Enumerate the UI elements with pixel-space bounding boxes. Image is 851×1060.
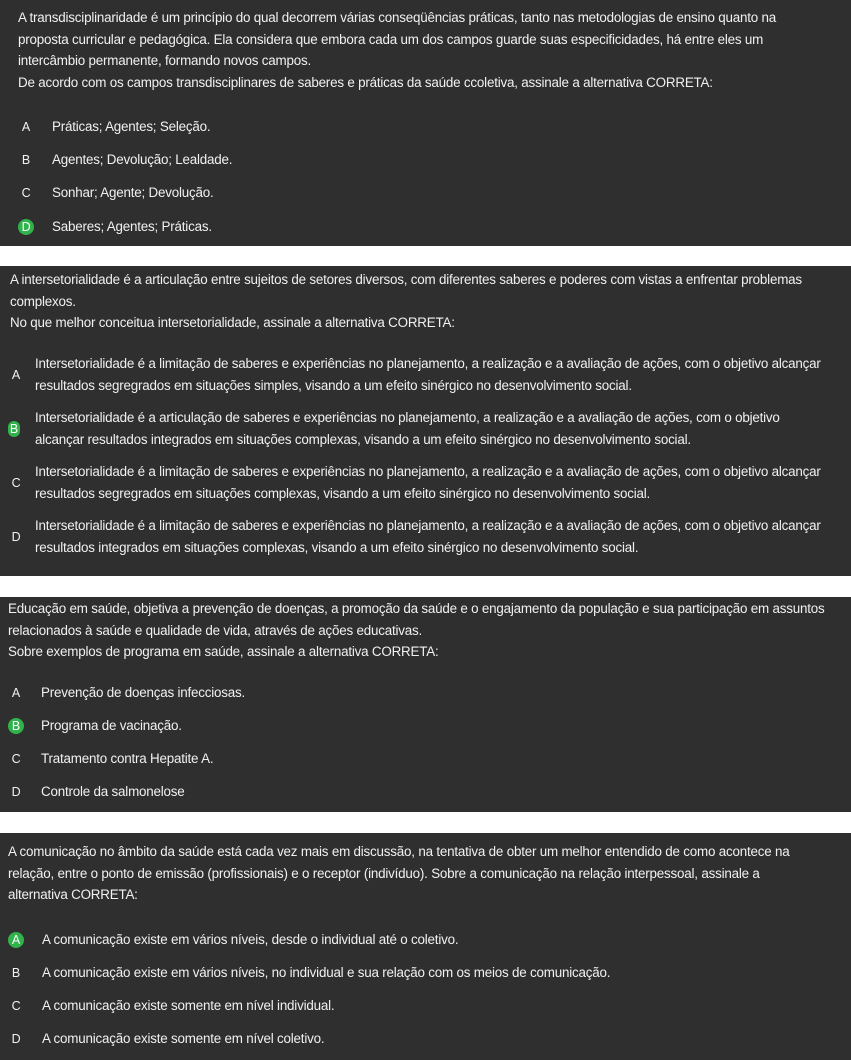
option-d[interactable]	[0, 515, 851, 559]
question-card-3	[0, 597, 851, 812]
question-text: A comunicação no âmbito da saúde está cada vez mais em discussão, na tentativa de obter um melhor entendido de como acontece na relação, entre o ponto de emissão (profissionais) e o receptor (indivíduo). Sobre a comunicação na relação interpessoal, assinale a alternativa CORRETA:	[8, 844, 790, 902]
option-letter: C	[11, 999, 21, 1013]
option-text: Saberes; Agentes; Práticas.	[52, 219, 212, 234]
question-text: A transdisciplinaridade é um princípio do qual decorrem várias conseqüências práticas, tanto nas metodologias de ensino quanto na proposta curricular e pedagógica. Ela considera que embora cada um dos campos guarde suas especificidades, há entre eles um intercâmbio permanente, formando novos campos. De acordo com os campos transdisciplinares de saberes e práticas da saúde ccoletiva, assinale a alternativa CORRETA:	[18, 10, 777, 90]
option-text: Intersetorialidade é a articulação de saberes e experiências no planejamento, a realização e a avaliação de ações, com o objetivo alcançar resultados integrados em situações complexas, visando a um efeito sinérgico no desenvolvimento social.	[35, 410, 780, 447]
option-c[interactable]	[0, 461, 851, 505]
option-letter: C	[11, 476, 21, 490]
option-text: A comunicação existe somente em nível individual.	[42, 998, 335, 1013]
option-letter: D	[11, 530, 21, 544]
option-text: Intersetorialidade é a limitação de saberes e experiências no planejamento, a realização e a avaliação de ações, com o objetivo alcançar resultados segregrados em situações complexas, visando a um efeito sinérgico no desenvolvimento social.	[35, 464, 821, 501]
option-text: Práticas; Agentes; Seleção.	[52, 119, 211, 134]
option-letter: C	[21, 186, 31, 200]
option-letter: D	[11, 785, 21, 799]
option-letter: A	[11, 686, 21, 700]
option-text: Sonhar; Agente; Devolução.	[52, 185, 214, 200]
option-letter: D	[11, 1032, 21, 1046]
question-card-1	[0, 0, 851, 246]
option-text: Intersetorialidade é a limitação de saberes e experiências no planejamento, a realização e a avaliação de ações, com o objetivo alcançar resultados segregrados em situações simples, visando a um efeito sinérgico no desenvolvimento social.	[35, 356, 821, 393]
correct-answer-badge: D	[18, 219, 34, 235]
option-b[interactable]	[0, 407, 851, 451]
correct-answer-badge: A	[8, 932, 24, 948]
correct-answer-badge: B	[8, 718, 24, 734]
option-text: Prevenção de doenças infecciosas.	[41, 685, 246, 700]
option-text: A comunicação existe somente em nível coletivo.	[42, 1031, 325, 1046]
question-card-4	[0, 833, 851, 1060]
question-text: Educação em saúde, objetiva a prevenção de doenças, a promoção da saúde e o engajamento da população e sua participação em assuntos relacionados à saúde e qualidade de vida, através de ações educativas. Sobre exemplos de programa em saúde, assinale a alternativa CORRETA:	[8, 601, 825, 659]
option-letter: B	[21, 153, 31, 167]
option-text: A comunicação existe em vários níveis, desde o individual até o coletivo.	[42, 932, 459, 947]
option-text: Intersetorialidade é a limitação de saberes e experiências no planejamento, a realização e a avaliação de ações, com o objetivo alcançar resultados integrados em situações complexas, visando a um efeito sinérgico no desenvolvimento social.	[35, 518, 821, 555]
correct-answer-badge: B	[9, 422, 19, 436]
option-text: Programa de vacinação.	[41, 718, 182, 733]
question-card-2	[0, 266, 851, 576]
question-text: A intersetorialidade é a articulação entre sujeitos de setores diversos, com diferentes saberes e poderes com vistas a enfrentar problemas complexos. No que melhor conceitua intersetorialidade, assinale a alternativa CORRETA:	[10, 272, 802, 330]
option-text: Tratamento contra Hepatite A.	[41, 751, 214, 766]
option-letter: B	[11, 966, 21, 980]
option-letter: A	[11, 368, 21, 382]
option-letter: C	[11, 752, 21, 766]
option-text: Agentes; Devolução; Lealdade.	[52, 152, 233, 167]
option-letter: A	[21, 120, 31, 134]
option-a[interactable]	[0, 353, 851, 397]
option-text: A comunicação existe em vários níveis, no individual e sua relação com os meios de comunicação.	[42, 965, 611, 980]
option-text: Controle da salmonelose	[41, 784, 185, 799]
